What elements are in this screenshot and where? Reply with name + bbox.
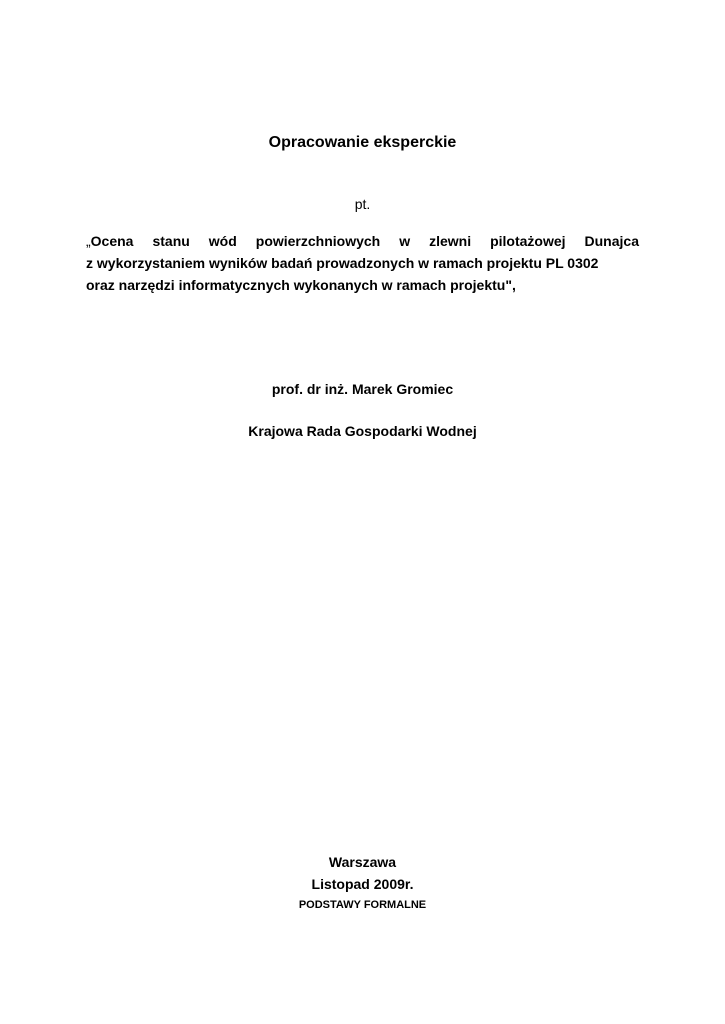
subject-line-1 xyxy=(86,230,639,252)
document-subject xyxy=(86,230,639,296)
title-prefix: pt. xyxy=(354,196,371,212)
city: Warszawa xyxy=(328,854,397,870)
subject-line-3: oraz narzędzi informatycznych wykonanych w ramach projektu", xyxy=(86,277,516,293)
author-name: prof. dr inż. Marek Gromiec xyxy=(271,381,454,397)
publication-date: Listopad 2009r. xyxy=(311,876,414,892)
institution-name: Krajowa Rada Gospodarki Wodnej xyxy=(248,423,477,439)
section-heading: PODSTAWY FORMALNE xyxy=(298,899,427,911)
opening-quote: „ xyxy=(86,233,91,249)
subject-line-2: z wykorzystaniem wyników badań prowadzonych w ramach projektu PL 0302 xyxy=(86,255,599,271)
document-type-title: Opracowanie eksperckie xyxy=(268,134,457,151)
subject-line-1-text: Ocena stanu wód powierzchniowych w zlewni pilotażowej Dunajca xyxy=(90,233,639,249)
